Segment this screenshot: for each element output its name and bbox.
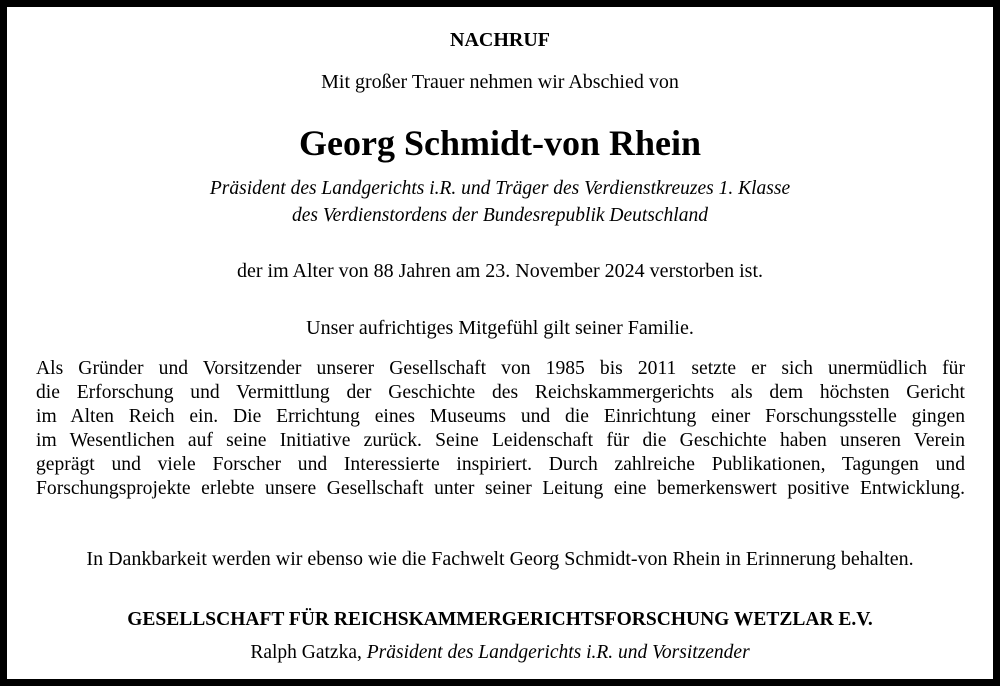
body-paragraph [36,357,965,501]
signatory-name: Ralph Gatzka, [250,642,362,663]
body-line: im Alten Reich ein. Die Errichtung eines Museums und die Einrichtung einer Forschungsstelle gingen [36,406,965,427]
body-line: Als Gründer und Vorsitzender unserer Gesellschaft von 1985 bis 2011 setzte er sich unermüdlich für [36,358,965,379]
organization-name: GESELLSCHAFT FÜR REICHSKAMMERGERICHTSFORSCHUNG WETZLAR E.V. [127,609,873,630]
thanks-text: In Dankbarkeit werden wir ebenso wie die Fachwelt Georg Schmidt-von Rhein in Erinnerung behalten. [86,548,914,570]
deceased-name: Georg Schmidt-von Rhein [298,123,701,163]
intro-text: Mit großer Trauer nehmen wir Abschied von [321,71,679,93]
death-notice: der im Alter von 88 Jahren am 23. November 2024 verstorben ist. [237,260,763,282]
body-line: im Wesentlichen auf seine Initiative zurück. Seine Leidenschaft für die Geschichte haben unseren Verein [36,430,965,451]
title-line: Präsident des Landgerichts i.R. und Träger des Verdienstkreuzes 1. Klasse [209,178,791,199]
heading: NACHRUF [450,29,550,51]
signature-line [7,642,993,664]
sympathy-text: Unser aufrichtiges Mitgefühl gilt seiner Familie. [306,317,694,339]
body-line: die Erforschung und Vermittlung der Geschichte des Reichskammergerichts als dem höchsten Gericht [36,382,965,403]
body-line: geprägt und viele Forscher und Interessierte inspiriert. Durch zahlreiche Publikationen, Tagungen und [36,454,965,475]
title-line: des Verdienstordens der Bundesrepublik Deutschland [292,205,708,226]
signatory-role: Präsident des Landgerichts i.R. und Vorsitzender [366,642,750,663]
body-line: Forschungsprojekte erlebte unsere Gesellschaft unter seiner Leitung eine bemerkenswert positive Entwicklung. [36,478,965,499]
